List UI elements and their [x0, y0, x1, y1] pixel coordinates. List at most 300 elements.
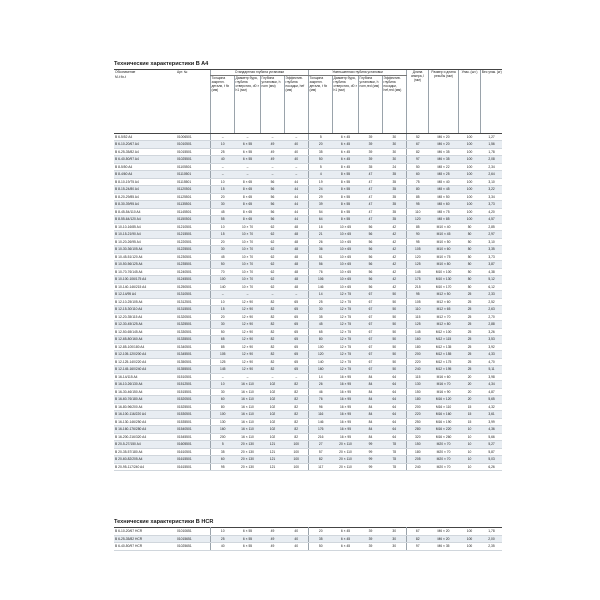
value-cell: 5,87: [480, 448, 502, 456]
value-cell: 82: [308, 456, 332, 464]
value-cell: 82: [260, 358, 284, 366]
value-cell: 48: [284, 246, 308, 254]
value-cell: 100: [458, 186, 480, 194]
designation-cell: B 8-55-64/120 A4: [114, 216, 176, 224]
value-cell: 42: [382, 253, 406, 261]
value-cell: 85: [210, 343, 234, 351]
spec-table-a4: [114, 69, 502, 471]
value-cell: 65: [210, 336, 234, 344]
value-cell: 52: [406, 133, 428, 141]
value-cell: 100: [210, 276, 234, 284]
value-cell: 19: [308, 178, 332, 186]
value-cell: 10 × 65: [332, 253, 358, 261]
value-cell: 25: [458, 313, 480, 321]
value-cell: 49: [260, 148, 284, 156]
value-cell: 20 × 130: [234, 448, 260, 456]
value-cell: 76: [308, 396, 332, 404]
value-cell: 67: [358, 328, 382, 336]
art-number-cell: 01510501: [176, 373, 210, 381]
art-number-cell: 01150501: [176, 216, 210, 224]
value-cell: 16 × 110: [234, 426, 260, 434]
value-cell: 120: [406, 216, 428, 224]
value-cell: 6 × 45: [332, 156, 358, 164]
value-cell: 99: [358, 456, 382, 464]
value-cell: 16: [308, 223, 332, 231]
table-row: [114, 223, 502, 231]
value-cell: 39: [358, 133, 382, 141]
designation-cell: B 6-40-50/97 A4: [114, 156, 176, 164]
value-cell: 146: [308, 283, 332, 291]
value-cell: 20: [458, 388, 480, 396]
designation-cell: B 20-95-117/240 A4: [114, 463, 176, 471]
value-cell: 35: [382, 216, 406, 224]
value-cell: M12 × 115: [428, 336, 458, 344]
value-cell: 97: [406, 543, 428, 551]
value-cell: 90: [406, 231, 428, 239]
section-title-hcr: Технические характеристики B HCR: [114, 519, 214, 525]
value-cell: 100: [458, 156, 480, 164]
value-cell: 150: [406, 388, 428, 396]
value-cell: 50: [458, 231, 480, 239]
table-row: [114, 448, 502, 456]
value-cell: 21: [308, 231, 332, 239]
value-cell: 20 × 110: [332, 456, 358, 464]
value-cell: 102: [260, 403, 284, 411]
value-cell: –: [284, 133, 308, 141]
value-cell: 215: [406, 283, 428, 291]
value-cell: 64: [308, 216, 332, 224]
designation-cell: B 6-25-35/82 HCR: [114, 535, 176, 543]
value-cell: 5: [308, 133, 332, 141]
value-cell: 50: [458, 283, 480, 291]
value-cell: 14: [308, 373, 332, 381]
value-cell: 4,57: [480, 216, 502, 224]
designation-cell: B 16-10-26/130 A4: [114, 381, 176, 389]
value-cell: M16 × 70: [428, 381, 458, 389]
value-cell: 100: [458, 163, 480, 171]
value-cell: 42: [382, 238, 406, 246]
designation-cell: B 20-60-82/205 A4: [114, 456, 176, 464]
value-cell: 5: [308, 163, 332, 171]
value-cell: 67: [358, 306, 382, 314]
value-cell: 56: [260, 201, 284, 209]
value-cell: –: [234, 373, 260, 381]
value-cell: 8 × 55: [332, 208, 358, 216]
value-cell: 99: [358, 463, 382, 471]
value-cell: –: [284, 291, 308, 299]
value-cell: 82: [406, 148, 428, 156]
value-cell: 48: [284, 268, 308, 276]
value-cell: 6 × 55: [234, 535, 260, 543]
value-cell: 15: [458, 411, 480, 419]
value-cell: 82: [284, 426, 308, 434]
value-cell: 10: [458, 426, 480, 434]
value-cell: 3,53: [480, 336, 502, 344]
value-cell: 105: [406, 246, 428, 254]
value-cell: M8 × 50: [428, 193, 458, 201]
value-cell: 50: [382, 358, 406, 366]
value-cell: 10 × 70: [234, 283, 260, 291]
value-cell: 200: [210, 433, 234, 441]
value-cell: –: [210, 163, 234, 171]
value-cell: 15: [210, 231, 234, 239]
table-row: [114, 403, 502, 411]
value-cell: 82: [260, 343, 284, 351]
value-cell: 12 × 75: [332, 313, 358, 321]
value-cell: –: [210, 291, 234, 299]
value-cell: 64: [382, 433, 406, 441]
value-cell: 3,10: [480, 178, 502, 186]
value-cell: 67: [358, 321, 382, 329]
value-cell: 67: [358, 291, 382, 299]
value-cell: 47: [358, 216, 382, 224]
designation-cell: B 10-45-51/120 A4: [114, 253, 176, 261]
value-cell: 50: [382, 336, 406, 344]
value-cell: M12 × 70: [428, 313, 458, 321]
value-cell: –: [284, 171, 308, 179]
value-cell: M10 × 75: [428, 253, 458, 261]
value-cell: 6 × 55: [234, 141, 260, 149]
table-row: [114, 366, 502, 374]
designation-cell: B 6-25-35/82 A4: [114, 148, 176, 156]
value-cell: 16 × 95: [332, 381, 358, 389]
value-cell: 6,26: [480, 463, 502, 471]
value-cell: 15: [458, 418, 480, 426]
value-cell: 56: [358, 246, 382, 254]
value-cell: 180: [406, 343, 428, 351]
value-cell: 3,98: [480, 373, 502, 381]
value-cell: 48: [284, 261, 308, 269]
value-cell: M16 × 190: [428, 418, 458, 426]
designation-cell: B 6-10-20/67 A4: [114, 141, 176, 149]
value-cell: 8 × 55: [332, 193, 358, 201]
value-cell: 47: [358, 201, 382, 209]
art-number-cell: 01315501: [176, 306, 210, 314]
value-cell: 50: [382, 366, 406, 374]
value-cell: –: [260, 373, 284, 381]
designation-cell: B 12-14/95 A4: [114, 291, 176, 299]
art-number-cell: 01245501: [176, 276, 210, 284]
value-cell: 100: [458, 208, 480, 216]
value-cell: 67: [406, 528, 428, 536]
table-row: [114, 216, 502, 224]
value-cell: 220: [406, 358, 428, 366]
value-cell: 50: [458, 276, 480, 284]
value-cell: 8 × 55: [332, 201, 358, 209]
value-cell: 50: [458, 223, 480, 231]
value-cell: M10 × 80: [428, 261, 458, 269]
value-cell: 145: [210, 366, 234, 374]
value-cell: 40: [284, 535, 308, 543]
value-cell: 60: [210, 396, 234, 404]
value-cell: 82: [260, 321, 284, 329]
value-cell: 30: [382, 148, 406, 156]
table-row: [114, 133, 502, 141]
value-cell: 56: [260, 216, 284, 224]
value-cell: 78: [382, 456, 406, 464]
value-cell: 35: [382, 178, 406, 186]
value-cell: 50: [382, 298, 406, 306]
value-cell: 180: [406, 448, 428, 456]
value-cell: 65: [284, 306, 308, 314]
value-cell: 62: [260, 276, 284, 284]
value-cell: 39: [358, 528, 382, 536]
art-number-cell: 01310501: [176, 291, 210, 299]
value-cell: 57: [308, 448, 332, 456]
value-cell: 3,10: [480, 238, 502, 246]
value-cell: M10 × 50: [428, 238, 458, 246]
value-cell: 2,52: [480, 298, 502, 306]
value-cell: 240: [406, 366, 428, 374]
value-cell: 67: [358, 366, 382, 374]
value-cell: –: [260, 163, 284, 171]
value-cell: 40: [284, 141, 308, 149]
value-cell: 16 × 95: [332, 403, 358, 411]
value-cell: 30: [210, 321, 234, 329]
value-cell: 2,63: [480, 306, 502, 314]
value-cell: 5,11: [480, 366, 502, 374]
value-cell: 100: [458, 148, 480, 156]
value-cell: M12 × 50: [428, 291, 458, 299]
value-cell: 117: [308, 463, 332, 471]
value-cell: M6 × 20: [428, 535, 458, 543]
value-cell: 62: [260, 231, 284, 239]
value-cell: 56: [358, 223, 382, 231]
art-number-cell: 01540501: [176, 426, 210, 434]
value-cell: 160: [210, 426, 234, 434]
value-cell: 140: [210, 283, 234, 291]
value-cell: 140: [308, 358, 332, 366]
value-cell: 40: [210, 543, 234, 551]
value-cell: 145: [406, 328, 428, 336]
value-cell: 95: [406, 201, 428, 209]
value-cell: 100: [284, 441, 308, 449]
art-number-cell: 01325501: [176, 321, 210, 329]
value-cell: 8 × 65: [234, 193, 260, 201]
value-cell: 67: [358, 358, 382, 366]
value-cell: 56: [260, 186, 284, 194]
value-cell: 20: [210, 238, 234, 246]
value-cell: 12 × 90: [234, 358, 260, 366]
table-row: [114, 351, 502, 359]
value-cell: 25: [210, 535, 234, 543]
value-cell: 35: [308, 148, 332, 156]
value-cell: 56: [358, 261, 382, 269]
value-cell: 3,26: [480, 328, 502, 336]
value-cell: 50: [458, 246, 480, 254]
value-cell: 78: [382, 463, 406, 471]
value-cell: M8 × 85: [428, 216, 458, 224]
table-row: [114, 148, 502, 156]
value-cell: M10 × 45: [428, 231, 458, 239]
value-cell: 84: [358, 403, 382, 411]
value-cell: 65: [284, 336, 308, 344]
table-row: [114, 336, 502, 344]
value-cell: 40: [284, 543, 308, 551]
value-cell: –: [210, 133, 234, 141]
value-cell: 39: [358, 156, 382, 164]
value-cell: 64: [382, 373, 406, 381]
value-cell: 50: [308, 543, 332, 551]
table-row: [114, 396, 502, 404]
value-cell: 40: [284, 148, 308, 156]
designation-cell: B 12-65-80/160 A4: [114, 336, 176, 344]
value-cell: 100: [458, 216, 480, 224]
value-cell: M8 × 75: [428, 208, 458, 216]
value-cell: 10 × 70: [234, 246, 260, 254]
value-cell: 5,12: [480, 276, 502, 284]
value-cell: 105: [406, 298, 428, 306]
value-cell: 10 × 70: [234, 261, 260, 269]
value-cell: 30: [382, 133, 406, 141]
value-cell: 100: [458, 201, 480, 209]
value-cell: M20 × 70: [428, 441, 458, 449]
table-row: [114, 261, 502, 269]
value-cell: 160: [406, 336, 428, 344]
table-row: [114, 388, 502, 396]
value-cell: 96: [308, 403, 332, 411]
value-cell: 250: [406, 418, 428, 426]
value-cell: 10: [210, 178, 234, 186]
art-sub-header: [176, 75, 210, 133]
value-cell: 25: [458, 358, 480, 366]
designation-cell: B 6-10-20/67 HCR: [114, 528, 176, 536]
value-cell: 120: [406, 253, 428, 261]
value-cell: 8 × 65: [234, 216, 260, 224]
value-cell: 12 × 90: [234, 343, 260, 351]
value-cell: 64: [382, 426, 406, 434]
value-cell: 4,33: [480, 351, 502, 359]
value-cell: 62: [260, 261, 284, 269]
table-row: [114, 543, 502, 551]
value-cell: 50: [308, 156, 332, 164]
designation-cell: B 10-20-26/95 A4: [114, 238, 176, 246]
value-cell: 20 × 130: [234, 456, 260, 464]
value-cell: 97: [406, 156, 428, 164]
value-cell: 39: [358, 543, 382, 551]
value-cell: 44: [284, 186, 308, 194]
art-number-cell: 01345501: [176, 351, 210, 359]
designation-cell: B 12-145-160/240 A4: [114, 366, 176, 374]
value-cell: 76: [308, 268, 332, 276]
value-cell: 82: [284, 433, 308, 441]
value-cell: 84: [358, 433, 382, 441]
table-row: [114, 253, 502, 261]
table-row: [114, 426, 502, 434]
value-cell: 8 × 55: [332, 171, 358, 179]
value-cell: 15: [210, 186, 234, 194]
value-cell: 10: [210, 223, 234, 231]
value-cell: 65: [284, 321, 308, 329]
value-cell: 35: [358, 163, 382, 171]
value-cell: 15: [210, 306, 234, 314]
value-cell: 56: [308, 261, 332, 269]
value-cell: M8 × 22: [428, 163, 458, 171]
value-cell: 16 × 95: [332, 373, 358, 381]
value-cell: 47: [358, 178, 382, 186]
value-cell: 2,64: [480, 171, 502, 179]
value-cell: 121: [260, 441, 284, 449]
value-cell: 75: [406, 178, 428, 186]
std-col-header: Диаметр бура, глубина отверстия, d0 × h1 (мм): [234, 75, 260, 133]
art-number-cell: 01535501: [176, 418, 210, 426]
value-cell: 16 × 110: [234, 411, 260, 419]
value-cell: –: [234, 133, 260, 141]
table-row: [114, 441, 502, 449]
value-cell: 16 × 95: [332, 396, 358, 404]
value-cell: M12 × 175: [428, 358, 458, 366]
value-cell: M16 × 90: [428, 388, 458, 396]
value-cell: 100: [458, 543, 480, 551]
value-cell: 102: [260, 411, 284, 419]
value-cell: 42: [382, 276, 406, 284]
value-cell: 64: [382, 396, 406, 404]
value-cell: 12 × 75: [332, 358, 358, 366]
value-cell: 10 × 65: [332, 231, 358, 239]
value-cell: 47: [358, 171, 382, 179]
value-cell: 102: [260, 426, 284, 434]
value-cell: 20: [458, 373, 480, 381]
value-cell: 78: [382, 448, 406, 456]
value-cell: 50: [458, 261, 480, 269]
value-cell: 56: [358, 231, 382, 239]
value-cell: 10 × 70: [234, 231, 260, 239]
value-cell: M10 × 170: [428, 283, 458, 291]
value-cell: 30: [308, 306, 332, 314]
designation-cell: B 8-5/50 A4: [114, 163, 176, 171]
value-cell: 125: [210, 358, 234, 366]
value-cell: 102: [260, 396, 284, 404]
value-cell: 48: [284, 223, 308, 231]
value-cell: 67: [358, 343, 382, 351]
value-cell: 16 × 95: [332, 418, 358, 426]
value-cell: 47: [358, 186, 382, 194]
value-cell: 3,92: [480, 343, 502, 351]
value-cell: 8 × 65: [234, 208, 260, 216]
value-cell: 42: [382, 231, 406, 239]
value-cell: 1,56: [480, 141, 502, 149]
value-cell: 16 × 95: [332, 411, 358, 419]
value-cell: M12 × 65: [428, 306, 458, 314]
value-cell: 56: [358, 268, 382, 276]
value-cell: 30: [382, 156, 406, 164]
value-cell: M12 × 195: [428, 366, 458, 374]
value-cell: 102: [260, 418, 284, 426]
value-cell: M16 × 260: [428, 433, 458, 441]
value-cell: 10 × 65: [332, 261, 358, 269]
value-cell: 20: [308, 528, 332, 536]
value-cell: 6 × 55: [234, 156, 260, 164]
value-cell: 44: [284, 201, 308, 209]
table-row: [114, 141, 502, 149]
value-cell: 62: [260, 253, 284, 261]
art-number-cell: 01110501: [176, 171, 210, 179]
value-cell: 45: [308, 321, 332, 329]
designation-cell: B 12-10-25/105 A4: [114, 298, 176, 306]
value-cell: 146: [308, 418, 332, 426]
value-cell: 3,87: [480, 261, 502, 269]
value-cell: 3,73: [480, 201, 502, 209]
value-cell: 48: [284, 231, 308, 239]
value-cell: 115: [406, 313, 428, 321]
value-cell: 39: [308, 201, 332, 209]
art-number-cell: 01605501: [176, 441, 210, 449]
designation-cell: B 6-5/52 A4: [114, 133, 176, 141]
value-cell: 62: [260, 238, 284, 246]
value-cell: M8 × 60: [428, 201, 458, 209]
designation-cell: B 12-30-45/125 A4: [114, 321, 176, 329]
value-cell: 60: [210, 456, 234, 464]
